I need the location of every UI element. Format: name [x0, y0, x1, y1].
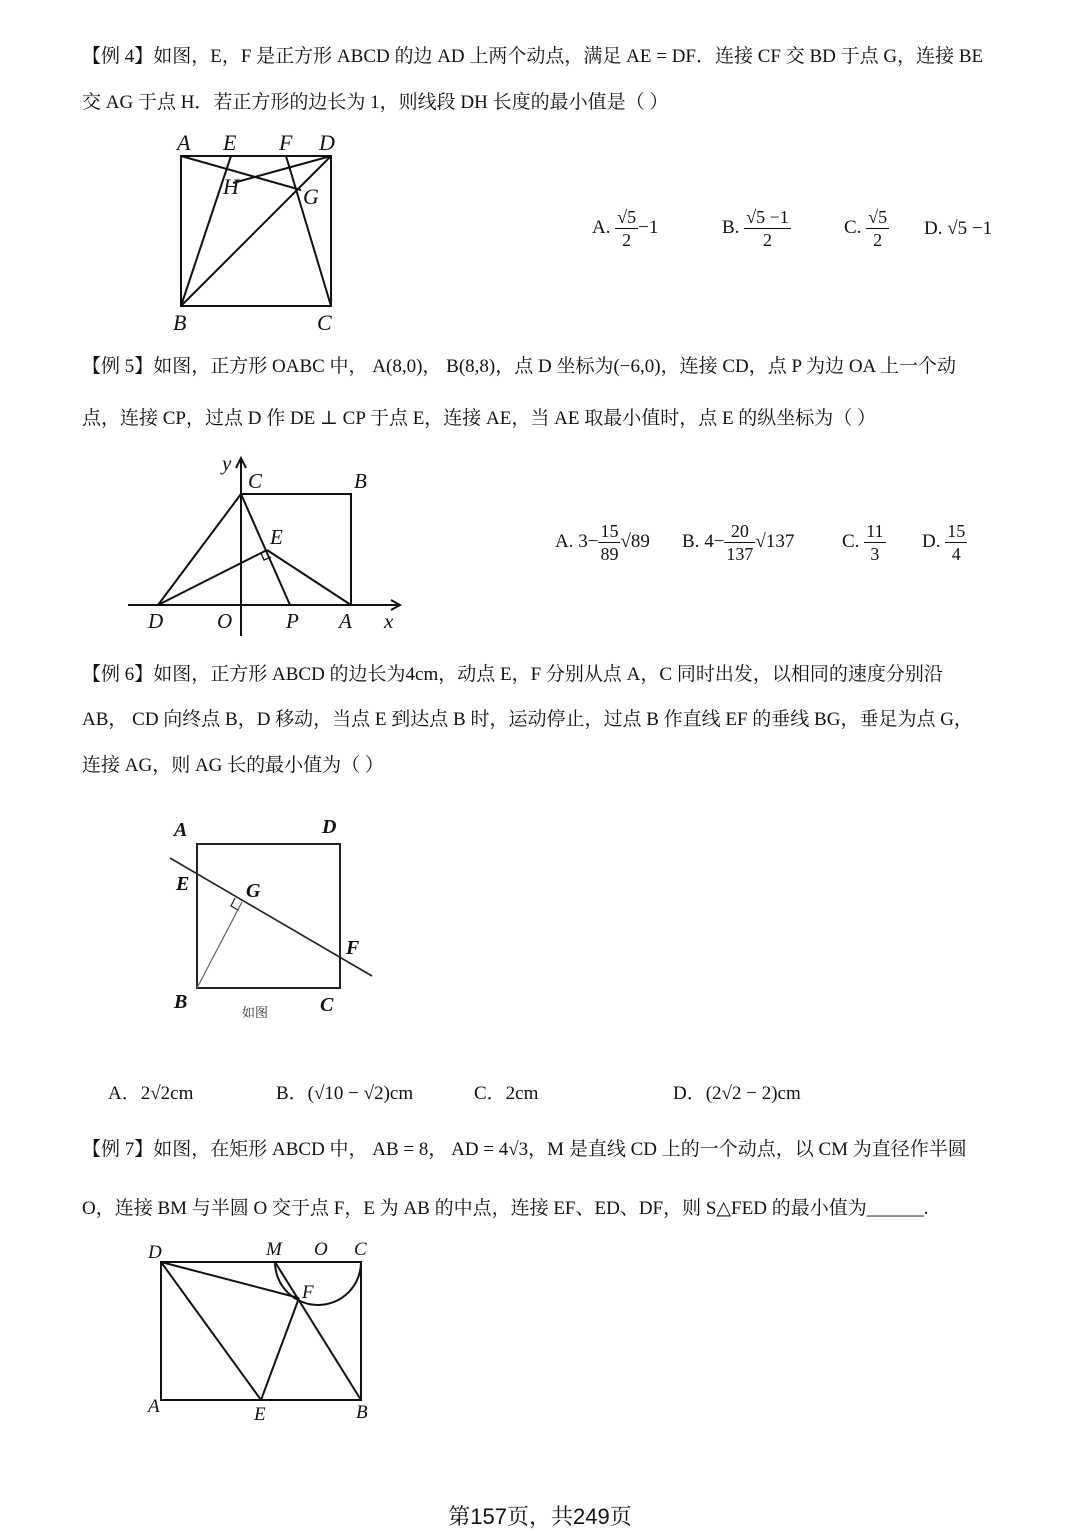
ex5-option-b-num: 20	[724, 520, 755, 543]
ex5-option-b-fraction	[724, 520, 755, 565]
ex4-option-a-tail: −1	[638, 216, 659, 238]
ex5-cd	[158, 494, 241, 605]
ex5-option-c-fraction	[864, 520, 885, 565]
ex4-option-c-letter: C.	[844, 216, 862, 238]
ex5-option-a	[555, 520, 650, 565]
ex5-option-c-num: 11	[866, 521, 884, 541]
ex7-label-c: C	[354, 1239, 367, 1260]
ex6-bg	[197, 902, 242, 988]
ex5-option-d-num: 15	[947, 521, 966, 541]
ex6-label-f: F	[346, 937, 360, 959]
ex5-option-b-letter: B.	[682, 530, 700, 552]
ex6-option-c: C．2cm	[474, 1083, 539, 1104]
ex4-option-c	[844, 206, 889, 251]
ex4-option-d-text: √5 −1	[947, 218, 993, 239]
ex5-label-d: D	[148, 609, 164, 633]
ex5-square	[241, 494, 351, 605]
ex5-option-d-fraction	[945, 520, 967, 565]
ex4-label-g: G	[303, 184, 319, 209]
ex4-ag	[181, 156, 301, 190]
ex4-option-c-fraction	[866, 206, 889, 251]
ex7-label-f: F	[302, 1282, 314, 1303]
ex4-option-d-letter: D.	[924, 218, 943, 239]
ex5-label-p: P	[286, 609, 299, 633]
ex5-label-a: A	[339, 609, 352, 633]
ex5-line2: 点，连接 CP，过点 D 作 DE ⊥ CP 于点 E，连接 AE，当 AE 取最小值时，点 E 的纵坐标为（ ）	[82, 408, 877, 429]
ex5-option-d-den: 4	[951, 544, 961, 564]
ex4-option-b	[722, 206, 791, 251]
ex7-label-o: O	[314, 1239, 328, 1260]
ex4-option-c-num: √5	[868, 207, 888, 227]
ex5-option-a-num: 15	[600, 521, 619, 541]
ex6-option-d: D．(2√2 − 2)cm	[673, 1083, 801, 1104]
ex6-label-e: E	[176, 873, 190, 895]
ex4-option-b-num: √5 −1	[746, 207, 789, 227]
ex5-option-a-tail: √89	[620, 530, 650, 552]
ex5-cp	[241, 494, 290, 605]
ex6-ef-line	[170, 858, 372, 976]
ex6-label-g: G	[246, 880, 261, 902]
ex5-option-b	[682, 520, 794, 565]
ex6-option-a: A．2√2cm	[108, 1083, 194, 1104]
ex7-label-d: D	[148, 1242, 162, 1263]
ex6-label-a: A	[174, 819, 188, 841]
ex4-option-b-letter: B.	[722, 216, 740, 238]
ex4-label-h: H	[223, 174, 239, 199]
ex7-label-b: B	[356, 1402, 368, 1423]
ex7-mb	[275, 1262, 361, 1400]
ex5-label-y: y	[222, 451, 232, 475]
ex5-option-c	[842, 520, 886, 565]
ex5-option-a-den: 89	[600, 544, 619, 564]
ex5-option-d-letter: D.	[922, 530, 941, 552]
ex6-label-b: B	[174, 991, 188, 1013]
ex5-label-x: x	[384, 609, 394, 633]
ex7-figure	[142, 1236, 382, 1426]
ex4-line2: 交 AG 于点 H．若正方形的边长为 1，则线段 DH 长度的最小值是（ ）	[82, 92, 669, 113]
ex4-option-b-den: 2	[762, 230, 772, 250]
ex4-option-b-fraction	[744, 206, 791, 251]
ex6-line2: AB， CD 向终点 B，D 移动，当点 E 到达点 B 时，运动停止，过点 B 作直线 EF 的垂线 BG，垂足为点 G，	[82, 709, 973, 730]
ex4-label-b: B	[173, 310, 187, 335]
ex4-label-c: C	[317, 310, 332, 335]
ex4-figure	[165, 128, 355, 338]
ex4-option-a	[592, 206, 658, 251]
ex5-option-b-tail: √137	[755, 530, 795, 552]
ex5-option-d	[922, 520, 967, 565]
ex7-line1: 【例 7】如图，在矩形 ABCD 中， AB = 8， AD = 4√3，M 是直线 CD 上的一个动点，以 CM 为直径作半圆	[82, 1139, 967, 1160]
ex5-label-b: B	[354, 469, 367, 493]
ex4-option-a-letter: A.	[592, 216, 611, 238]
ex4-line1: 【例 4】如图，E，F 是正方形 ABCD 的边 AD 上两个动点，满足 AE = DF．连接 CF 交 BD 于点 G，连接 BE	[82, 46, 984, 67]
ex7-label-a: A	[148, 1396, 160, 1417]
ex5-option-a-letter: A.	[555, 530, 574, 552]
ex7-label-m: M	[266, 1239, 282, 1260]
ex6-figure	[160, 808, 390, 1026]
ex5-option-b-den: 137	[726, 544, 754, 564]
ex7-label-e: E	[254, 1404, 266, 1425]
ex5-option-c-letter: C.	[842, 530, 860, 552]
ex7-de	[161, 1262, 261, 1400]
ex4-label-e: E	[223, 130, 237, 155]
page-footer: 第157页，共249页	[448, 1504, 632, 1529]
ex5-figure	[120, 448, 410, 638]
ex6-right-angle	[231, 898, 238, 910]
ex6-line3: 连接 AG，则 AG 长的最小值为（ ）	[82, 755, 384, 776]
ex5-label-e: E	[270, 525, 283, 549]
ex4-option-a-den: 2	[622, 230, 632, 250]
ex6-figure-caption: 如图	[242, 1005, 269, 1020]
ex6-line1: 【例 6】如图，正方形 ABCD 的边长为4cm，动点 E，F 分别从点 A，C 同时出发，以相同的速度分别沿	[82, 664, 943, 685]
ex5-label-c: C	[248, 469, 263, 493]
ex5-label-o: O	[217, 609, 233, 633]
ex7-ef	[261, 1298, 299, 1400]
ex4-option-c-den: 2	[873, 230, 883, 250]
ex4-label-f: F	[279, 130, 293, 155]
ex5-de	[158, 550, 267, 605]
ex4-label-d: D	[319, 130, 335, 155]
ex5-line1: 【例 5】如图，正方形 OABC 中， A(8,0)， B(8,8)，点 D 坐标为(−6,0)，连接 CD，点 P 为边 OA 上一个动	[82, 356, 956, 377]
ex4-option-a-fraction	[615, 206, 638, 251]
ex4-option-d	[924, 218, 992, 240]
ex5-option-a-pre: 3−	[578, 530, 599, 552]
ex5-option-c-den: 3	[870, 544, 880, 564]
ex5-option-b-pre: 4−	[704, 530, 725, 552]
ex4-label-a: A	[177, 130, 191, 155]
ex6-label-c: C	[320, 994, 334, 1016]
ex6-option-b: B．(√10 − √2)cm	[276, 1083, 414, 1104]
ex4-option-a-num: √5	[617, 207, 637, 227]
ex5-option-a-fraction	[598, 520, 620, 565]
ex6-label-d: D	[322, 816, 337, 838]
ex5-ae	[267, 550, 351, 605]
ex7-rectangle	[161, 1262, 361, 1400]
ex7-line2: O，连接 BM 与半圆 O 交于点 F，E 为 AB 的中点，连接 EF、ED、DF，则 S△FED 的最小值为______.	[82, 1198, 929, 1219]
